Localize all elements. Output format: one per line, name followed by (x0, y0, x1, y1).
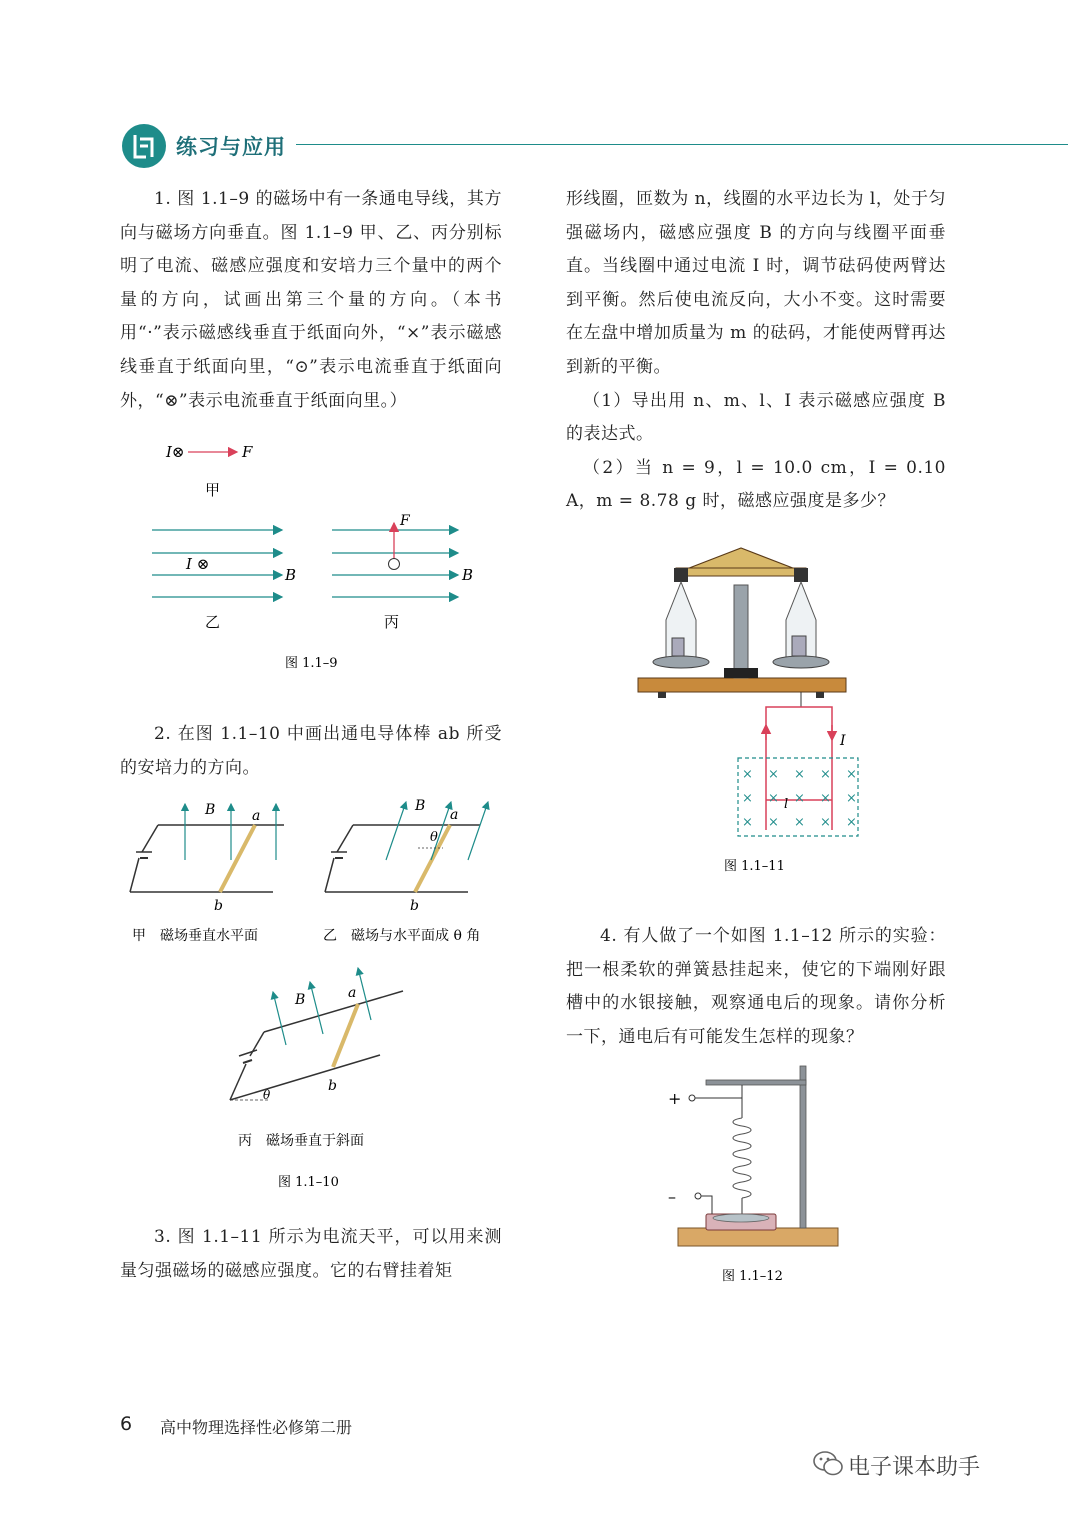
balance-hook-right (794, 568, 808, 582)
figure-1-1-10 (118, 792, 508, 1192)
jia-label: 甲 (205, 481, 221, 499)
svg-text:×: × (820, 815, 831, 830)
fig-bing-theta-label: θ (263, 1088, 271, 1102)
figure-1-1-12 (660, 1060, 850, 1290)
pan-right (773, 656, 829, 668)
bing-label: 丙 (384, 613, 400, 631)
balance-pillar-base (724, 668, 758, 678)
stand-rod (800, 1066, 806, 1228)
fig-jia-label: 甲 磁场垂直水平面 (132, 928, 258, 944)
figure-1-1-12-caption: 图 1.1–12 (722, 1269, 783, 1284)
question-2-text: 2. 在图 1.1–10 中画出通电导体棒 ab 所受的安培力的方向。 (120, 724, 502, 778)
yi-label: 乙 (205, 613, 221, 631)
question-3-left (120, 1221, 502, 1288)
balance-beam (684, 548, 798, 570)
section-title: 练习与应用 (176, 135, 286, 159)
svg-text:×: × (768, 791, 779, 806)
wire-minus (701, 1196, 712, 1214)
spring-coil (733, 1118, 751, 1198)
figure-1-1-11 (636, 540, 866, 880)
fig-yi-rails (325, 825, 480, 892)
question-3-right (566, 183, 946, 519)
weight-left (672, 638, 684, 656)
fig-bing-a-label: a (348, 985, 357, 1001)
bing-force-label: F (400, 513, 410, 529)
header-rule (296, 144, 1068, 145)
balance-foot-right (816, 692, 824, 698)
question-4 (566, 920, 946, 1054)
figure-1-1-10-caption: 图 1.1–10 (278, 1175, 339, 1190)
svg-text:×: × (742, 791, 753, 806)
figure-1-1-11-caption: 图 1.1–11 (724, 859, 785, 874)
fig-jia-rails (130, 825, 284, 892)
stand-arm (706, 1080, 806, 1085)
question-1-text: 1. 图 1.1–9 的磁场中有一条通电导线，其方向与磁场方向垂直。图 1.1–9 甲、乙、丙分别标明了电流、磁感应强度和安培力三个量中的两个量的方向，试画出第三个量的方向。（本书用“·”表示磁感线垂直于纸面向外，“×”表示磁感线垂直于纸面向里，“⊙”表示电流垂直于纸面向外，“⊗”表示电流垂直于纸面向里。） (120, 189, 502, 411)
section-icon (122, 124, 166, 168)
fig-bing-b-line-3 (358, 968, 371, 1020)
pan-left (653, 656, 709, 668)
question-1 (120, 183, 502, 418)
balance-foot-left (658, 692, 666, 698)
svg-text:×: × (846, 767, 857, 782)
question-2 (120, 718, 502, 785)
fig-yi-b-line-1 (386, 802, 406, 860)
question-3-sub-1: （1）导出用 n、m、l、I 表示磁感应强度 B 的表达式。 (566, 390, 946, 445)
fig-jia-b-end-label: b (214, 898, 223, 914)
fig-yi-a-label: a (450, 807, 459, 823)
svg-text:×: × (846, 815, 857, 830)
yi-field-label: B (285, 566, 297, 584)
svg-text:×: × (742, 767, 753, 782)
svg-text:×: × (820, 767, 831, 782)
watermark: 电子课本助手 (848, 1455, 981, 1480)
terminal-plus (689, 1095, 695, 1101)
mercury (713, 1214, 769, 1222)
fig-bing-b-line-1 (273, 992, 286, 1045)
svg-text:×: × (820, 791, 831, 806)
coil-length-label: l (784, 797, 789, 812)
svg-text:×: × (846, 791, 857, 806)
bing-field-label: B (462, 566, 474, 584)
fig-yi-b-line-3 (468, 802, 488, 860)
svg-text:×: × (794, 815, 805, 830)
stand-base (678, 1228, 838, 1246)
question-3-text-right: 形线圈，匝数为 n，线圈的水平边长为 l，处于匀强磁场内，磁感应强度 B 的方向与线圈平面垂直。当线圈中通过电流 I 时，调节砝码使两臂达到平衡。然后使电流反向，大小不变。这时需要在左盘中增加质量为 m 的砝码，才能使两臂再达到新的平衡。 (566, 189, 946, 377)
fig-jia-rod (220, 825, 255, 892)
svg-text:×: × (768, 767, 779, 782)
fig-yi-theta-label: θ (430, 830, 438, 845)
fig-jia-a-label: a (252, 808, 261, 824)
terminal-plus-label: + (668, 1089, 682, 1108)
wechat-icon (812, 1449, 844, 1479)
svg-text:×: × (742, 815, 753, 830)
fig-jia-b-label: B (205, 802, 216, 818)
weight-right (792, 636, 806, 656)
book-title: 高中物理选择性必修第二册 (160, 1418, 353, 1437)
fig-bing-b-label: B (295, 992, 306, 1008)
jia-force-label: F (242, 443, 253, 461)
svg-text:×: × (768, 815, 779, 830)
coil-current-label: I (840, 733, 846, 749)
jia-current-label: I⊗ (166, 443, 185, 461)
balance-hook-left (674, 568, 688, 582)
question-3-text-left: 3. 图 1.1–11 所示为电流天平，可以用来测量匀强磁场的磁感应强度。它的右臂挂着矩 (120, 1227, 502, 1281)
fig-yi-b-end-label: b (410, 898, 419, 914)
bing-wire (389, 559, 400, 570)
question-3-sub-2: （2）当 n = 9，l = 10.0 cm，I = 0.10 A，m = 8.78 g 时，磁感应强度是多少？ (566, 457, 946, 512)
fig-bing-b-end-label: b (328, 1078, 337, 1094)
fig-bing-rod (333, 1004, 358, 1067)
svg-text:×: × (794, 767, 805, 782)
figure-1-1-9-caption: 图 1.1–9 (285, 656, 338, 671)
balance-base (638, 678, 846, 692)
terminal-minus (695, 1193, 701, 1199)
terminal-minus-label: – (668, 1187, 676, 1206)
field-crosses (742, 767, 857, 830)
page-number: 6 (120, 1413, 133, 1435)
fig-yi-label: 乙 磁场与水平面成 θ 角 (323, 928, 481, 944)
fig-bing-label: 丙 磁场垂直于斜面 (238, 1133, 364, 1149)
question-4-text: 4. 有人做了一个如图 1.1–12 所示的实验：把一根柔软的弹簧悬挂起来，使它的下端刚好跟槽中的水银接触，观察通电后的现象。请你分析一下，通电后有可能发生怎样的现象？ (566, 926, 946, 1047)
fig-yi-b-label: B (415, 798, 426, 814)
svg-text:×: × (794, 791, 805, 806)
balance-beam-bar (676, 568, 806, 576)
yi-current-label: I ⊗ (186, 555, 210, 573)
balance-pillar (734, 585, 748, 678)
figure-1-1-9 (140, 435, 480, 680)
fig-bing-b-line-2 (310, 982, 323, 1034)
